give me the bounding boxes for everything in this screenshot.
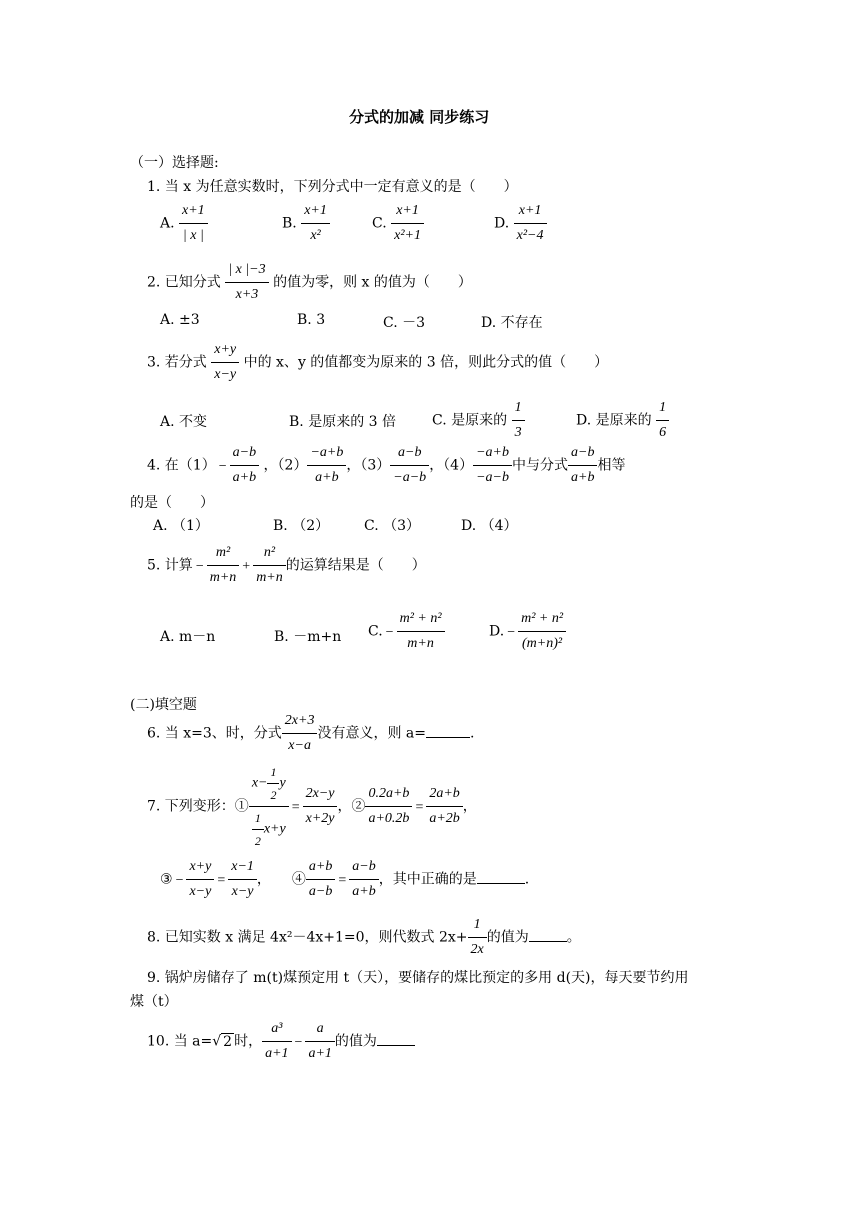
page-title: 分式的加减 同步练习 — [349, 108, 490, 126]
fraction: $\frac{-a+b}{-a-b}$ — [473, 446, 512, 485]
fraction: $\frac{x+1}{\text{x²+1}}$ — [391, 204, 424, 243]
fraction: $\frac{x+1}{\text{x²−4}}$ — [514, 204, 547, 243]
question-2-stem: 2. 已知分式 $\frac{| x |-3}{x+3}$ 的值为零，则 x 的值为（ ） — [147, 262, 472, 302]
section-heading-choice: （一）选择题: — [130, 155, 219, 171]
section-heading-fill: (二)填空题 — [130, 697, 197, 713]
fraction: $\frac{x+y}{x-y}$ — [186, 860, 214, 899]
question-4-stem-continued: 的是（ ） — [130, 495, 214, 511]
fraction: $\frac{\text{a³}}{a+1}$ — [262, 1022, 291, 1061]
question-3-option-c: C. 是原来的 $\frac{1}{3}$ — [432, 401, 525, 440]
question-3-option-a: A. 不变 — [160, 414, 208, 430]
answer-blank — [529, 941, 567, 942]
fraction: $\frac{\text{m² + n²}}{m+n}$ — [397, 612, 445, 651]
fraction: $\frac{2a+b}{a+2b}$ — [426, 787, 462, 826]
question-3-option-b: B. 是原来的 3 倍 — [289, 414, 396, 430]
question-2-option-b: B. 3 — [297, 312, 326, 328]
question-8-stem: 8. 已知实数 x 满足 4x²－4x+1=0，则代数式 2x+ $\frac{1}{2x}$ 的值为 。 — [147, 917, 581, 957]
question-1-option-d: D. $\frac{x+1}{\text{x²−4}}$ — [494, 204, 547, 243]
question-5-stem: 5. 计算 − $\frac{\text{m²}}{m+n}$ + $\frac{\text{n²}}{m+n}$ 的运算结果是（ ） — [147, 545, 426, 585]
question-7-stem: 7. 下列变形：① x− $\frac{1}{2}$ y $\frac{1}{2}$ x+y = $\frac{2x-y}{x+2y}$ ，② $\frac{0.2a+b}{a+0.2b}$ = $\frac{2a+b}{a+2b}$ ， — [147, 765, 477, 848]
question-2-option-a: A. ±3 — [160, 312, 200, 328]
fraction: $\frac{a-b}{-a-b}$ — [390, 446, 429, 485]
answer-blank — [477, 883, 525, 884]
question-4-option-b: B. （2） — [273, 518, 330, 534]
answer-blank — [377, 1045, 415, 1046]
question-1-option-c: C. $\frac{x+1}{\text{x²+1}}$ — [372, 204, 424, 243]
question-1-stem: 1. 当 x 为任意实数时，下列分式中一定有意义的是（ ） — [147, 179, 518, 195]
question-10-stem: 10. 当 a=√ 2 时， $\frac{\text{a³}}{a+1}$ − $\frac{a}{a+1}$ 的值为 — [147, 1022, 415, 1061]
fraction: $\frac{a}{a+1}$ — [305, 1022, 334, 1061]
question-2-option-c: C. －3 — [383, 315, 426, 331]
question-5-option-b: B. －m+n — [274, 629, 342, 645]
fraction: $\frac{a-b}{a+b}$ — [349, 860, 378, 899]
question-5-option-a: A. m－n — [160, 629, 216, 645]
fraction: $\frac{| x |-3}{x+3}$ — [225, 263, 268, 302]
question-3-option-d: D. 是原来的 $\frac{1}{6}$ — [576, 401, 669, 440]
question-4-stem: 4. 在（1） − $\frac{a-b}{a+b}$ ，（2） $\frac{-a+b}{a+b}$ ，（3） $\frac{a-b}{-a-b}$ ，（4） $\frac{-a+b}{-a-b}$ 中与分式 $\frac{a-b}{a+b}$ 相等 — [147, 445, 626, 485]
fraction: $\frac{2x-y}{x+2y}$ — [303, 787, 338, 826]
question-9-stem-continued: 煤（t） — [130, 994, 178, 1010]
question-5-option-c: C. − $\frac{\text{m² + n²}}{m+n}$ — [368, 612, 445, 651]
fraction: $\frac{-a+b}{a+b}$ — [307, 446, 346, 485]
fraction: $\frac{a-b}{a+b}$ — [230, 446, 259, 485]
fraction: x− $\frac{1}{2}$ y $\frac{1}{2}$ x+y — [249, 766, 289, 847]
question-4-option-c: C. （3） — [364, 518, 421, 534]
fraction: $\frac{a+b}{a-b}$ — [306, 860, 335, 899]
fraction: $\frac{a-b}{a+b}$ — [568, 446, 597, 485]
question-1-option-b: B. $\frac{x+1}{\text{x²}}$ — [282, 204, 330, 243]
fraction: $\frac{1}{3}$ — [512, 401, 525, 440]
fraction: $\frac{x+1}{| x |}$ — [179, 204, 208, 243]
answer-blank — [426, 737, 470, 738]
fraction: $\frac{x+y}{x-y}$ — [211, 343, 239, 382]
fraction: $\frac{\text{m² + n²}}{\text{(m+n)²}}$ — [518, 612, 566, 651]
fraction: $\frac{\text{n²}}{m+n}$ — [253, 546, 286, 585]
fraction: $\frac{0.2a+b}{a+0.2b}$ — [365, 787, 412, 826]
question-4-option-d: D. （4） — [461, 518, 518, 534]
question-3-stem: 3. 若分式 $\frac{x+y}{x-y}$ 中的 x、y 的值都变为原来的 3 倍，则此分式的值（ ） — [147, 342, 609, 382]
question-9-stem: 9. 锅炉房储存了 m(t)煤预定用 t（天），要储存的煤比预定的多用 d(天)，每天要节约用 — [147, 970, 689, 986]
fraction: $\frac{2x+3}{x-a}$ — [282, 714, 318, 753]
question-6-stem: 6. 当 x=3、时，分式 $\frac{2x+3}{x-a}$ 没有意义，则 a= . — [147, 713, 475, 753]
fraction: $\frac{1}{6}$ — [656, 401, 669, 440]
question-2-option-d: D. 不存在 — [481, 315, 543, 331]
question-5-option-d: D. − $\frac{\text{m² + n²}}{\text{(m+n)²}}$ — [489, 612, 566, 651]
question-7-stem-continued: ③ − $\frac{x+y}{x-y}$ = $\frac{x-1}{x-y}$ ， ④ $\frac{a+b}{a-b}$ = $\frac{a-b}{a+b}$ ，其中正确的是 . — [160, 859, 530, 899]
fraction: $\frac{\text{m²}}{m+n}$ — [207, 546, 240, 585]
question-4-option-a: A. （1） — [153, 518, 209, 534]
fraction: $\frac{1}{2x}$ — [468, 918, 487, 957]
fraction: $\frac{x+1}{\text{x²}}$ — [301, 204, 330, 243]
sqrt-sign: √ — [212, 1033, 222, 1050]
fraction: $\frac{x-1}{x-y}$ — [228, 860, 257, 899]
question-1-option-a: A. $\frac{x+1}{| x |}$ — [160, 204, 208, 243]
